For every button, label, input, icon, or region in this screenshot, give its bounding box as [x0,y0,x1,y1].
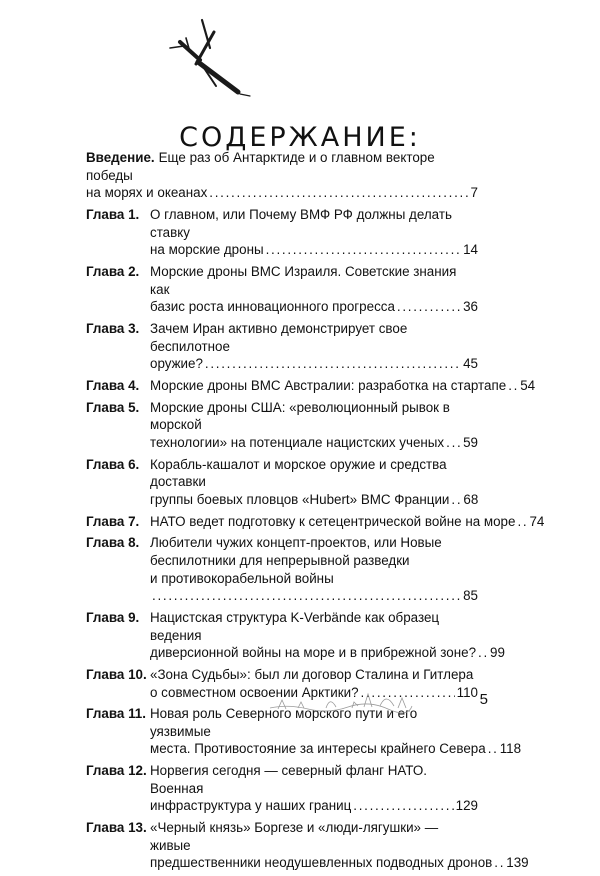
toc-entry [86,263,478,316]
chapter-title-line: и противокорабельной войны [150,570,334,586]
chapter-label: Глава 9. [86,609,140,625]
chapter-label: Глава 5. [86,399,140,415]
intro-last-line [86,184,478,202]
chapter-title-line: «Черный князь» Боргезе и «люди-лягушки» — живые [150,820,439,853]
toc-entry [86,377,536,395]
chapter-label: Глава 1. [86,206,140,222]
chapter-title-line: Нацистская структура K-Verbände как образец ведения [150,609,440,643]
chapter-label: Глава 7. [86,513,140,529]
toc-entry [86,762,478,815]
toc-entry [86,456,478,509]
chapter-page-number: 110 [456,684,478,700]
chapter-title-line: О главном, или Почему ВМФ РФ должны делать ставку [150,206,452,240]
toc-entry [86,399,478,452]
chapter-page-number: 74 [529,513,545,529]
chapter-last-line [150,241,478,259]
chapter-last-line [150,491,478,509]
chapter-title-line: Любители чужих концепт-проектов, или Новые [150,535,442,551]
leader-dots [152,587,461,605]
chapter-last-line [150,298,478,316]
chapter-page-number: 139 [506,855,529,871]
chapter-page-number: 68 [463,491,479,507]
leader-dots [205,355,461,373]
chapter-title-line: Морские дроны США: «революционный рывок в морской [150,399,450,433]
leader-dots [478,644,488,662]
chapter-title-last: предшественники неодушевленных подводных дронов [150,855,493,871]
chapter-label: Глава 6. [86,456,140,472]
chapter-label: Глава 11. [86,706,146,722]
drone-illustration [140,12,260,112]
chapter-page-number: 14 [463,242,478,258]
chapter-title-last: НАТО ведет подготовку к сетецентрической войне на море [150,513,516,529]
page-number: 5 [479,691,488,708]
chapter-last-line [150,434,478,452]
chapter-label: Глава 10. [86,666,147,682]
leader-dots [397,298,461,316]
chapter-title-last: диверсионной войны на море и в прибрежной зоне? [150,645,477,661]
chapter-last-line [150,513,545,531]
chapter-last-line [150,797,478,815]
chapter-page-number: 59 [463,434,478,450]
chapter-page-number: 85 [463,588,478,604]
chapter-last-line [150,377,536,395]
chapter-title-line: Морские дроны ВМС Израиля. Советские знания как [150,263,457,297]
toc-entry [86,206,478,259]
chapter-last-line [150,854,529,872]
intro-last-text: на морях и океанах [86,185,208,201]
chapter-last-line [150,740,522,758]
leader-dots [508,377,518,395]
chapter-label: Глава 2. [86,263,140,279]
chapter-title-last: оружие? [150,356,203,372]
leader-dots [209,184,468,202]
chapter-title-last: места. Противостояние за интересы крайнего Севера [150,741,486,757]
toc-entry [86,534,478,604]
chapter-title-line: беспилотники для непрерывной разведки [150,552,410,568]
toc-entry [86,513,545,531]
chapter-title-line: «Зона Судьбы»: был ли договор Сталина и Гитлера [150,666,474,682]
toc-entry [86,320,478,373]
leader-dots [517,513,527,531]
chapter-last-line [150,587,478,605]
chapter-label: Глава 3. [86,320,140,336]
intro-first-line [86,149,478,184]
leader-dots [488,740,498,758]
toc-entry [86,819,529,872]
intro-page-number: 7 [470,185,478,201]
chapter-title-last: инфраструктура у наших границ [150,798,352,814]
chapter-page-number: 99 [490,645,505,661]
chapter-list [86,206,545,872]
chapter-title-line: Корабль-кашалот и морское оружие и средства доставки [150,456,447,490]
table-of-contents [86,149,545,876]
chapter-page-number: 118 [499,741,522,757]
chapter-title-line: Новая роль Северного морского пути и его уязвимые [150,706,418,739]
chapter-title-last: на морские дроны [150,242,264,258]
intro-line: Еще раз об Антарктиде и о главном векторе победы [86,150,435,183]
chapter-title-last: технологии» на потенциале нацистских ученых [150,434,445,450]
chapter-label: Глава 4. [86,377,140,393]
chapter-page-number: 36 [463,299,478,315]
chapter-page-number: 129 [455,798,478,814]
chapter-label: Глава 13. [86,820,147,836]
leader-dots [494,854,504,872]
chapter-last-line [150,644,505,662]
page-title: СОДЕРЖАНИЕ: [179,122,421,154]
leader-dots [266,241,462,259]
chapter-last-line [150,355,478,373]
intro-label: Введение. [86,150,155,165]
chapter-title-last: группы боевых пловцов «Hubert» ВМС Франции [150,491,450,507]
chapter-title-line: Зачем Иран активно демонстрирует свое беспилотное [150,320,408,354]
chapter-label: Глава 12. [86,763,147,779]
chapter-page-number: 54 [520,377,536,393]
chapter-title-last: Морские дроны ВМС Австралии: разработка на стартапе [150,377,507,393]
leader-dots [451,491,461,509]
leader-dots [446,434,461,452]
chapter-label: Глава 8. [86,535,140,551]
toc-intro-entry [86,149,478,202]
footer-sketch-decoration [268,682,414,716]
chapter-title-last: о совместном освоении Арктики? [150,684,359,700]
chapter-page-number: 45 [463,356,478,372]
toc-entry [86,609,505,662]
leader-dots [353,797,453,815]
chapter-title-line: Норвегия сегодня — северный фланг НАТО. Военная [150,763,427,796]
chapter-title-last: базис роста инновационного прогресса [150,299,395,315]
